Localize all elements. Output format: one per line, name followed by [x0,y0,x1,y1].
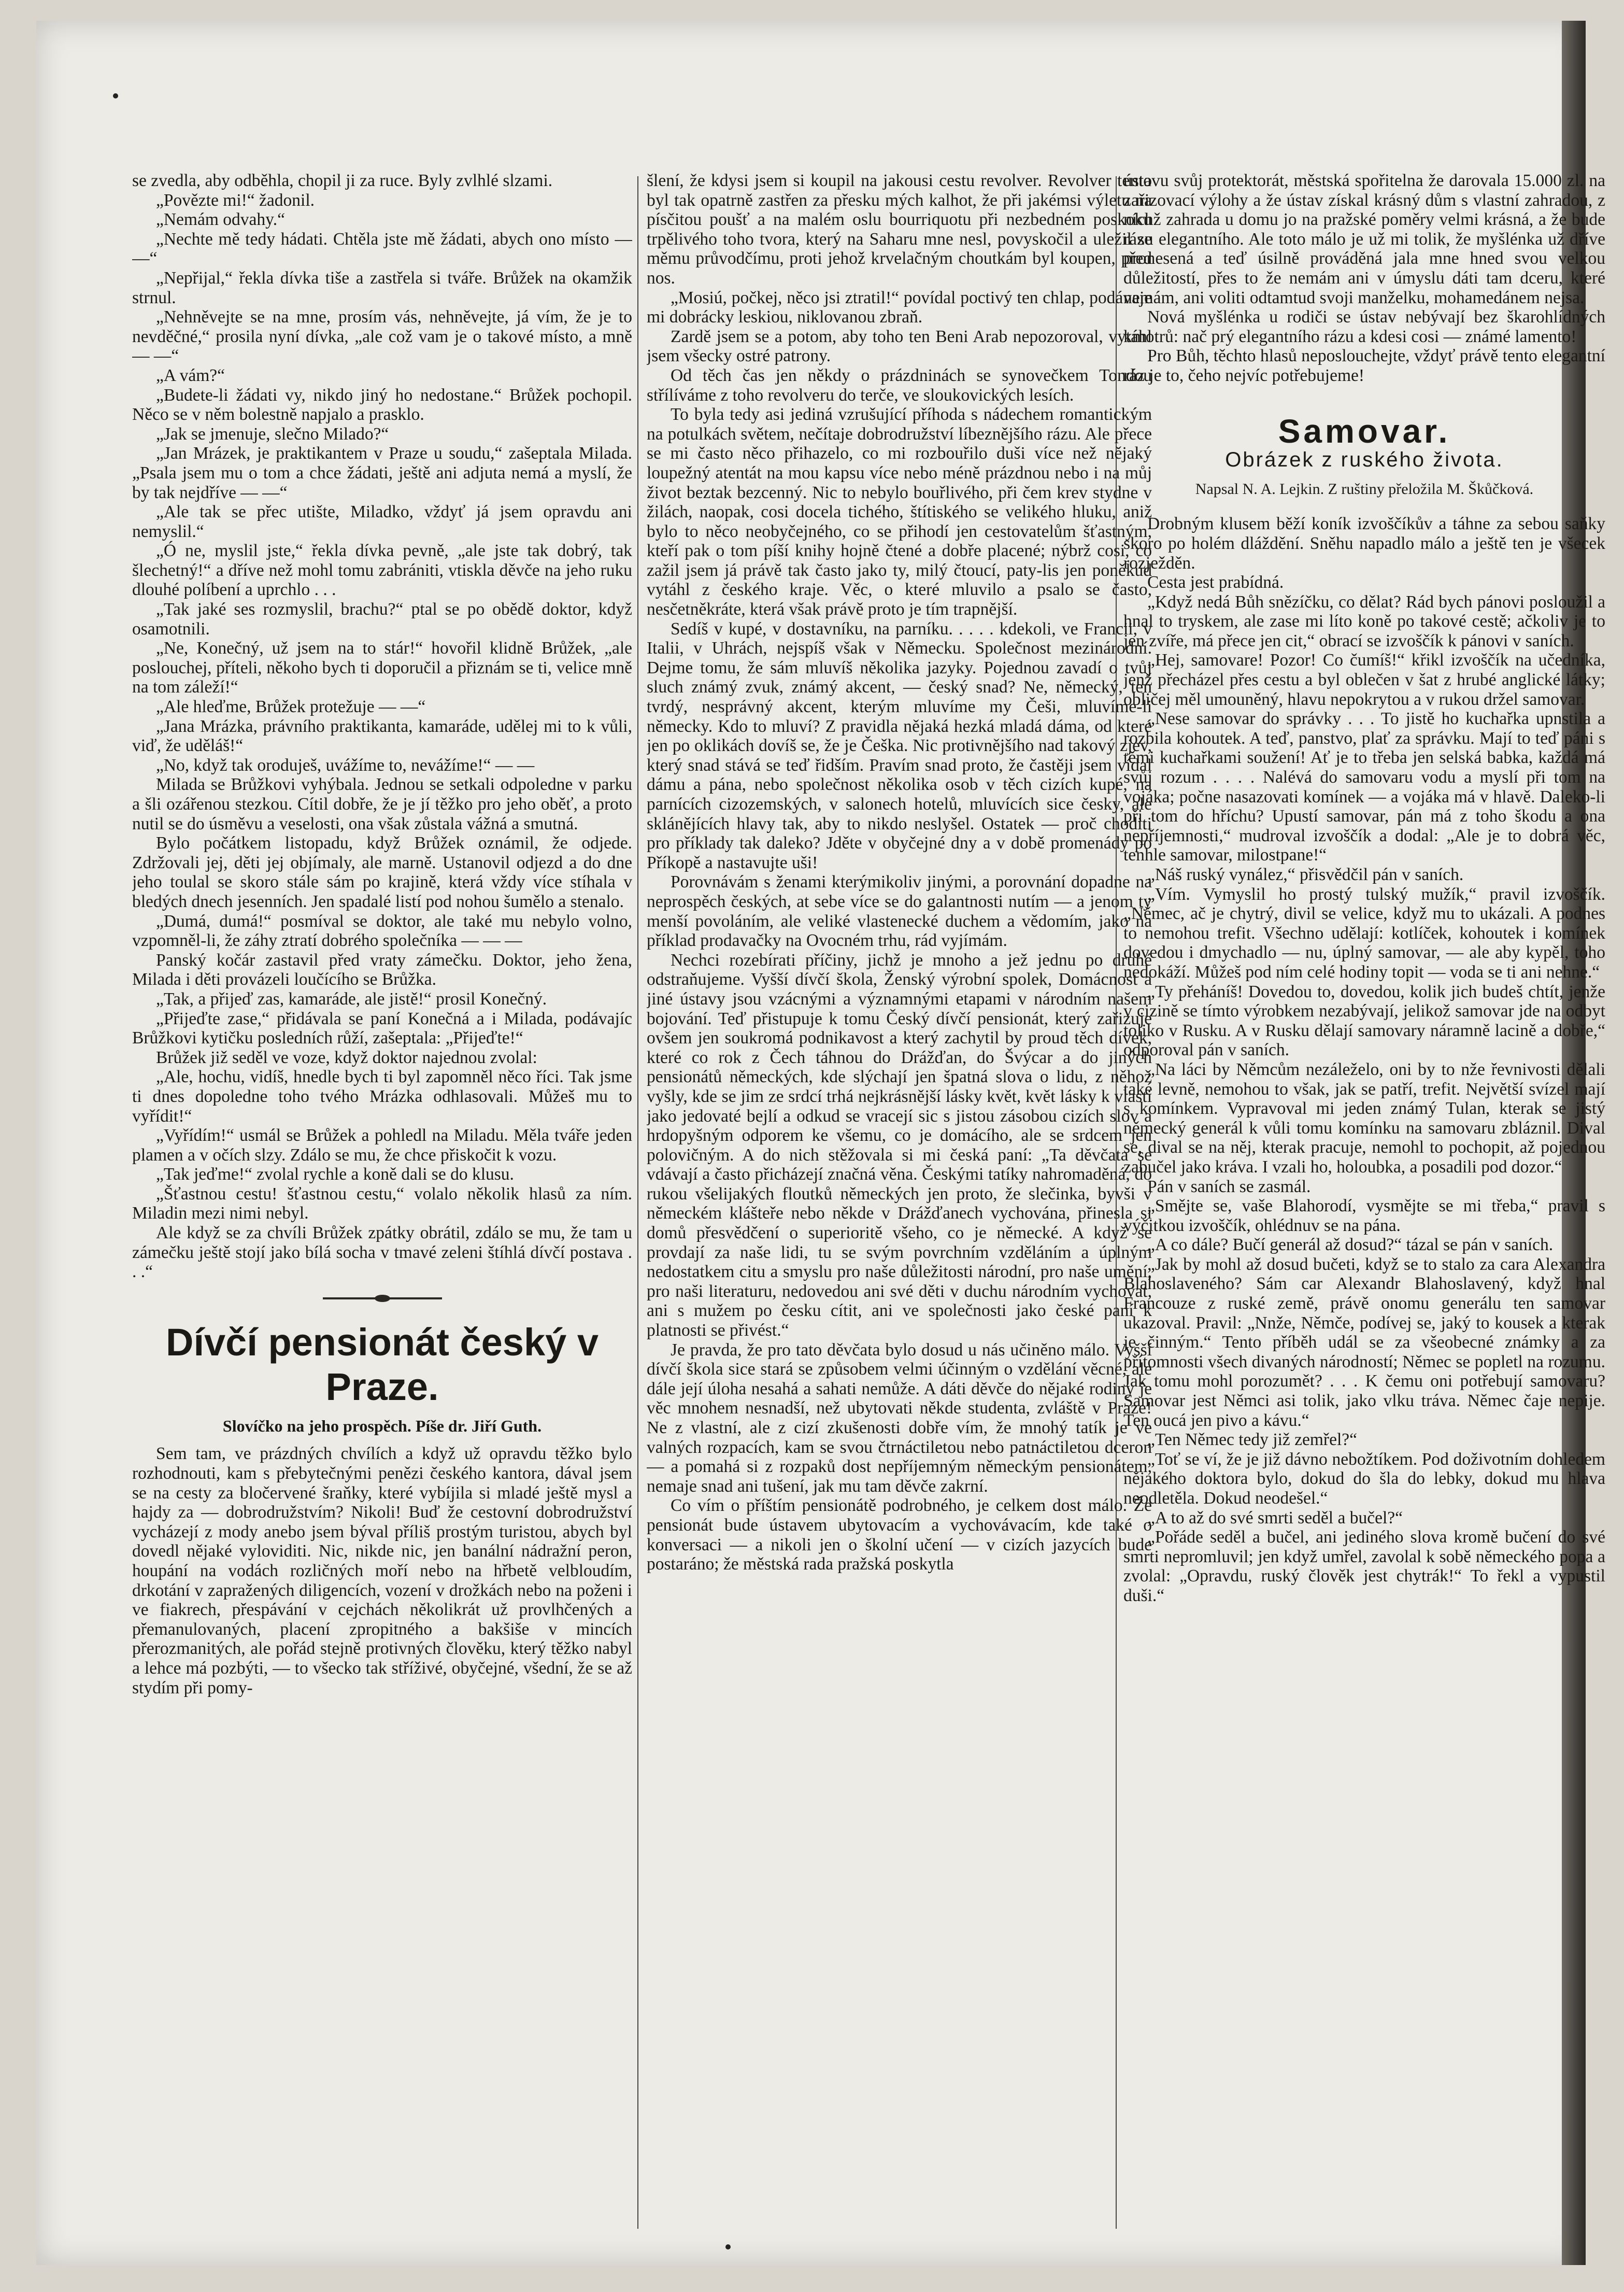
paragraph: se zvedla, aby odběhla, chopil ji za ruce. Byly zvlhlé slzami. [132,171,553,190]
paragraph: „Toť se ví, že je již dávno nebožtíkem. Pod doživotním dohledem nějakého doktora bylo, dokud do šla do lebky, dokud mu hlava neodletěla. Dokud neodešel.“ [1123,1449,1605,1508]
paragraph: Panský kočár zastavil před vraty zámečku. Doktor, jeho žena, Milada i děti provázeli loučícího se Brůžka. [132,950,632,989]
paragraph: „Jan Mrázek, je praktikantem v Praze u soudu,“ zašeptala Milada. „Psala jsem mu o tom a chce žádati, ještě ani adjuta nemá a myslí, že by tak nejdříve — —“ [132,444,632,502]
paragraph: Pro Bůh, těchto hlasů neposlouchejte, vždyť právě tento elegantní ráz je to, čeho nejvíc potřebujeme! [1123,346,1605,385]
story-ending [132,171,632,1282]
paragraph: „Na láci by Němcům nezáleželo, oni by to nže řevnivosti dělali také levně, nemohou to však, jak se patří, trefit. Největší svízel mají s komínkem. Vypravoval mi jeden známý Tulan, kterak se jistý německý generál k vůli tomu komínku na samovaru zbláznil. Dival se, dival se na něj, kterak pracuje, nemohl to pochopit, až pojednou zabučel jako kráva. I vzali ho, holoubka, a posadili pod dozor.“ [1123,1059,1605,1177]
paragraph: „Jak by mohl až dosud bučeti, když se to stalo za cara Alexandra Blahoslaveného? Sám car Alexandr Blahoslavený, když hnal Francouze z ruské země, právě onomu generálu ten samovar ukazoval. Pravil: „Nnže, Němče, podívej se, jaký to kousek a kterak je činným.“ Tento příběh udál se za všeobecné známky a za přítomnosti všech divaných národností; Němec se popletl na rozumu. Jak tomu mohl porozumět? . . . K čemu oni potřebují samovaru? Samovar jest Němci asi tolik, jako vlku tráva. Němec čaje nepije. Ten oucá jen pivo a kávu.“ [1123,1254,1605,1430]
paragraph: Ale když se za chvíli Brůžek zpátky obrátil, zdálo se mu, že tam u zámečku ještě stojí jako bílá socha v tmavé zeleni štíhlá dívčí postava . . .“ [132,1223,632,1282]
paragraph: „Náš ruský vynález,“ přisvědčil pán v saních. [1147,865,1464,884]
column-3 [1123,171,1605,2234]
speck [113,93,118,98]
paragraph: „Nehněvejte se na mne, prosím vás, nehněvejte, já vím, že je to nevděčné,“ prosila nyní dívka, „ale což vam je o takové místo, a mně — —“ [132,307,632,366]
story-subtitle: Obrázek z ruského života. [1225,448,1504,472]
paragraph: „Nechte mě tedy hádati. Chtěla jste mě žádati, abych ono místo — —“ [132,229,632,268]
paragraph: Je pravda, že pro tato děvčata bylo dosud u nás učiněno málo. Vyšší dívčí škola sice stará se způsobem velmi účinným o vzdělání věcné, ale dále její úloha nesahá a sahati nemůže. A dáti děvče do nějaké rodiny je věc mnohem nesnadší, než ubytovati někde studenta, zvláště v Praze! Ne z vlastní, ale z cizí zkušenosti dobře vím, že mnohý tatík je ve valných rozpacích, kam se svou čtrnáctiletou nebo patnáctiletou dceron — a pomahá si z rozpaků dost nepříjemným německým pensionátem, nemaje snad ani tušení, jak mu tam děvče zakrní. [647,1340,1152,1496]
column-1 [132,171,632,2234]
paragraph: „Ó ne, myslil jste,“ řekla dívka pevně, „ale jste tak dobrý, tak šlechetný!“ a dříve než mohl tomu zabrániti, vtiskla děvče na jeho ruku dlouhé políbení a uprchlo . . . [132,541,632,600]
paragraph: „Mosiú, počkej, něco jsi ztratil!“ povídal poctivý ten chlap, podávaje mi dobrácky leskiou, niklovanou zbraň. [647,288,1152,327]
paragraph: Cesta jest prabídná. [1147,573,1284,592]
paragraph: Porovnávám s ženami kterýmikoliv jinými, a porovnání dopadne na neprospěch českých, at sebe více se do galantnosti nutím — a jenom ty menší povoláním, ale veliké vlastenecké duchem a vědomím, jako na příklad prodavačky na Ovocném trhu, rád vyjímám. [647,872,1152,951]
paragraph: Pán v saních se zasmál. [1147,1177,1311,1196]
paragraph: Sedíš v kupé, v dostavníku, na parníku. . . . . kdekoli, ve Francii, v Italii, v Uhrách, nejspíš však v Německu. Společnost mezinárodní. Dejme tomu, že sám mluvíš několika jazyky. Pojednou zavadí o tvůj sluch známý zvuk, známý akcent, — český snad? Ne, německý, ten tvrdý, nesprávný akcent, kterým mluvíme my Češi, mluvíme-li německy. Kdo to mluví? Z pravidla nějaká hezká mladá dáma, od které jen po oklikách dovíš se, že je Češka. Nic protivnějšího nad takový zjev, který snad stává se teď řidším. Pravím snad proto, že častěji jsem vídal dámu a pána, nebo společnost několika osob v těch cizích kupé, na parnících cizozemských, v salonech hotelů, mluvících sice česky, ale sklánějících hlavy tak, aby to nikdo neslyšel. Ostatek — proč choditi pro příklady tak daleko? Jděte v obyčejné dny a v době promenády po Příkopě a nastavujte uši! [647,619,1152,872]
paragraph: Nechci rozebírati příčiny, jichž je mnoho a jež jednu po druhé odstraňujeme. Vyšší dívčí škola, Ženský výrobní spolek, Domácnost a jiné ústavy jsou vzácnými a významnými etapami v národním našem bojování. Teď přistupuje k tomu Český dívčí pensionát, který zařizuje ovšem jen soukromá podnikavost a který zachytil by proud těch dívek, které co rok z Čech táhnou do Drážďan, do Švýcar a do jiných pensionátů německých, kde slýchají jen špatná slova o lidu, z něhož vyšly, kde se jim ze srdcí trhá nejkrásnější lásky květ, květ lásky k vlasti jako jedovaté bejlí a odkud se vracejí sic s jistou zásobou cizích slov a hrdopyšným odporem ke všemu, co je domácího, ale se srdcem jen polovičným. A do nich stěžovala si mi česká paní: „Ta děvčata se vdávají a často přicházejí značná věna. Českými tatíky nahromaděná, do rukou všelijakých floutků německých jen proto, že slečinka, byvši v německém klášteře nebo někde v Drážďanech vychována, přinesla si domů přesvědčení o superioritě všeho, co je německé. A když se provdají za naše lidi, tu se svým povrchním vzděláním a úplným nedostatkem citu a smyslu pro naše důležitosti národní, pro naše umění, pro naši literaturu, nedovedou ani své děti v duchu národním vychovat, ani s mužem po česku cítit, ani ve společnosti jako české paní k platnosti se přivést.“ [647,950,1152,1340]
paragraph: „Ty přeháníš! Dovedou to, dovedou, kolik jich budeš chtít, jenže v cizině se tímto výrobkem nezabývají, jelikož samovar jde na odbyt toliko v Rusku. A v Rusku dělají samovary náramně lacině a dobře,“ odporoval pán v saních. [1123,982,1605,1060]
paragraph: „Vím. Vymyslil ho prostý tulský mužík,“ pravil izvoščík. „Němec, ač je chytrý, divil se velice, když mu to ukázali. A podnes to nemohou trefit. Všechno udělají: kotlíček, kohoutek i komínek dovedou i dmychadlo — nu, úplný samovar, — ale aby kypěl, toho nedokáží. Můžeš pod ním celé hodiny topit — voda se ti ani nehne.“ [1123,884,1605,982]
paragraph: „Povězte mi!“ žadonil. [156,190,315,210]
paragraph: „Přijeďte zase,“ přidávala se paní Konečná a i Milada, podávajíc Brůžkovi kytičku posledních růží, zašeptala: „Přijeďte!“ [132,1009,632,1048]
paragraph: „Pořáde seděl a bučel, ani jediného slova kromě bučení do své smrti nepromluvil; jen když umřel, zavolal k sobě německého popa a zvolal: „Opravdu, ruský člověk jest chytrák!“ To řekl a vypustil duši.“ [1123,1527,1605,1605]
paragraph: Nová myšlénka u rodiči se ústav nebývají bez škarohlídných kmotrů: nač prý elegantního rázu a kdesi cosi — známé lamento! [1123,307,1605,346]
paragraph: „Budete-li žádati vy, nikdo jiný ho nedostane.“ Brůžek pochopil. Něco se v něm bolestně napjalo a prasklo. [132,385,632,425]
paragraph: šlení, že kdysi jsem si koupil na jakousi cestu revolver. Revolver tento byl tak opatrně zastřen za přesku mých kalhot, že při jakémsi výletu na písčitou poušť a na malém oslu bourriquotu při nezbedném poskoku trpělivého toho tvora, který na Saharu mne nesl, povyskočil a uležil se měmu průvodčímu, proti jehož krvelačným choutkám byl koupen, před nos. [647,171,1152,288]
paragraph: Milada se Brůžkovi vyhýbala. Jednou se setkali odpoledne v parku a šli ozářenou stezkou. Cítil dobře, že je jí těžko pro jeho oběť, a proto nutil se do úsměvu a veselosti, ona však zůstala vážná a smutná. [132,775,632,833]
paragraph: „Tak jeďme!“ zvolal rychle a koně dali se do klusu. [156,1165,514,1184]
paragraph: „Smějte se, vaše Blahorodí, vysmějte se mi třeba,“ pravil s výčitkou izvoščík, ohlédnuv se na pána. [1123,1196,1605,1235]
paragraph: „A vám?“ [156,365,225,385]
paragraph: „A co dále? Bučí generál až dosud?“ tázal se pán v saních. [1147,1235,1554,1255]
paragraph: „Hej, samovare! Pozor! Co čumíš!“ křikl izvoščík na učedníka, jenž přecházel přes cestu a byl oblečen v šat z hrubé anglické látky; obličej měl umouněný, hlavu nepokrytou a v rukou držel samovar. [1123,650,1605,709]
paragraph: „Ale hleďme, Brůžek protežuje — —“ [156,697,426,717]
paragraph: Bylo počátkem listopadu, když Brůžek oznámil, že odjede. Zdržovali jej, děti jej objímaly, ale marně. Ustanovil odjezd a do dne jeho toulal se skoro stále sám po krajině, která vždy více stíhala v bledých dnech jesenních. Jen spadalé listí pod nohou šumělo a stenalo. [132,833,632,911]
column-2 [647,171,1152,2234]
paragraph: „Ten Němec tedy již zemřel?“ [1147,1430,1357,1450]
paragraph: „Nepřijal,“ řekla dívka tiše a zastřela si tváře. Brůžek na okamžik strnul. [132,268,632,307]
story-title: Samovar. [1278,412,1451,450]
paragraph: „Ale tak se přec utište, Miladko, vždyť já jsem opravdu ani nemyslil.“ [132,502,632,541]
paragraph: „A to až do své smrti seděl a bučel?“ [1147,1508,1403,1527]
paragraph: Zardě jsem se a potom, aby toho ten Beni Arab nepozoroval, vytáhl jsem všecky ostré patrony. [647,327,1152,366]
paragraph: Co vím o příštím pensionátě podrobného, je celkem dost málo. Že pensionát bude ústavem ubytovacím a vychovávacím, kde také o konversaci — a nikoli jen o školní učení — v cizích jazycích bude postaráno; že městská rada pražská poskytla [647,1496,1152,1574]
paragraph: „Ne, Konečný, už jsem na to stár!“ hovořil klidně Brůžek, „ale poslouchej, příteli, někoho bych ti doporučil a přiznám se ti, velice mně na tom záleží!“ [132,639,632,697]
story-byline: Napsal N. A. Lejkin. Z ruštiny přeložila M. Škůčková. [1195,480,1534,498]
section-divider [323,1297,442,1299]
paragraph: „Tak, a přijeď zas, kamaráde, ale jistě!“ prosil Konečný. [156,989,547,1009]
paragraph: „Vyřídím!“ usmál se Brůžek a pohledl na Miladu. Měla tváře jeden plamen a v očích slzy. Zdálo se mu, že chce přiskočit k vozu. [132,1126,632,1165]
paragraph: Brůžek již seděl ve voze, když doktor najednou zvolal: [156,1048,537,1067]
paragraph: Drobným klusem běží koník izvoščíkův a táhne za sebou saňky skoro po holém dláždění. Sněhu napadlo málo a ještě ten je všecek rozježděn. [1123,514,1605,573]
paragraph: Sem tam, ve prázdných chvílích a když už opravdu těžko bylo rozhodnouti, kam s přebytečnými penězi českého kantora, dával jsem se na cesty za bločervené šraňky, které vybíjila si mladé ještě mysl a hajdy za — dobrodružstvím? Nikoli! Buď že cestovní dobrodružství vycházejí z mody anebo jsem býval příliš prostým turistou, abych byl dovedl nějaké vyloviditi. Nic, nikde nic, jen banální nádražní peron, houpání na vodách rozličných moří nebo na hřbetě velbloudím, drkotání v zapražených diligencích, vození v drožkách nebo na poženi i ve fiakrech, přespávání v cejchách několikrát už provlhčených a přemanulovaných, placení zpropitného a bakšiše v mincích přerozmanitých, ale pořád stejně protivných člověku, který těžko nabyl a lehce má pozbýti, — to všecko tak stříživé, obyčejné, všední, že se až stydím při pomy- [132,1444,632,1697]
article-subtitle: Slovíčko na jeho prospěch. Píše dr. Jiří Guth. [222,1416,542,1435]
paragraph: „Když nedá Bůh snězíčku, co dělat? Rád bych pánovi posloužil a hnal to tryskem, ale zase mi líto koně po takové cestě; ačkoliv je to jen zvíře, má přece jen cit,“ obrací se izvoščík k pánovi v saních. [1123,592,1605,650]
speck [725,2244,731,2249]
paragraph: ústavu svůj protektorát, městská spořitelna že darovala 15.000 zl. na zařizovací výlohy a že ústav získal krásný dům s vlastní zahradou, z níchž zahrada u domu jo na pražské poměry velmi krásná, a že bude rázu elegantního. Ale toto málo je už mi tolik, že myšlénka už dříve pronesená a teď úsilně prováděná jala mne hned svou velkou důležitostí, přes to že nemám ani v úmyslu dáti tam dceru, které nemám, ani voliti odtamtud svoji manželku, mohamedánem nejsa. [1123,171,1605,307]
paragraph: „Jana Mrázka, právního praktikanta, kamaráde, udělej mi to k vůli, viď, že uděláš!“ [132,716,632,756]
column-rule [637,176,638,2229]
paragraph: „Jak se jmenuje, slečno Milado?“ [156,424,389,444]
paragraph: „No, když tak oroduješ, uvážíme to, nevážíme!“ — — [156,755,535,775]
paragraph: „Šťastnou cestu! šťastnou cestu,“ volalo několik hlasů za ním. Miladin mezi nimi nebyl. [132,1184,632,1223]
paragraph: „Nemám odvahy.“ [156,210,285,230]
paragraph: Od těch čas jen někdy o prázdninách se synovečkem Tondou střílíváme z toho revolveru do terče, ve sloukovických lesích. [647,365,1152,405]
paragraph: „Dumá, dumá!“ posmíval se doktor, ale také mu nebylo volno, vzpomněl-li, že záhy ztratí dobrého společníka — — — [132,911,632,951]
paragraph: „Nese samovar do správky . . . To jistě ho kuchařka upnstila a rozbila kohoutek. A teď, panstvo, plať za správku. Mají to teď páni s těmi kuchařkami soužení! Ať je to třeba jen selská babka, každá má svůj rozum . . . . Nalévá do samovaru vodu a myslí při tom na vojáka; počne nasazovati komínek — a vojáka má v hlavě. Daleko-li při tom do hříchu? Upustí samovar, pán má z toho škodu a ona nepříjemnosti,“ mudroval izvoščík a dodal: „Ale je to dobrá věc, tenhle samovar, milostpane!“ [1123,709,1605,865]
paragraph: „Ale, hochu, vidíš, hnedle bych ti byl zapomněl něco říci. Tak jsme ti dnes dopoledne toho tvého Mrázka odhlasovali. Můžeš mu to vyřídit!“ [132,1067,632,1126]
newspaper-page [36,21,1605,2265]
paragraph: „Tak jaké ses rozmyslil, brachu?“ ptal se po obědě doktor, když osamotnili. [132,600,632,639]
article-title: Dívčí pensionát český v Praze. [166,1320,599,1408]
paragraph: To byla tedy asi jediná vzrušující příhoda s nádechem romantickým na potulkách světem, nečítaje dobrodružství líbeznějšího rázu. Ale přece se mi často něco přihazelo, co mi rozbouřilo duši více než nějaký loupežný atentát na mou kapsu více nebo méně prázdnou nebo i na můj život beztak bezcenný. Nic to nebylo bouřlivého, při čem krev stydne v žilách, naopak, cosi docela tichého, štítiského se velikého hluku, aniž bylo to něco neobyčejného, co se přihodí jen cestovatelům šťastným, kteří pak o tom píší knihy hojně čtené a dobře placené; nýbrž cosi, co zažil jsem já právě tak často jako ty, milý čtoucí, paty-lis jen poněkud vytáhl z českého kraje. Věc, o které mluvilo a psalo se často, nesčetněkráte, která však právě proto je tím trapnější. [647,405,1152,619]
